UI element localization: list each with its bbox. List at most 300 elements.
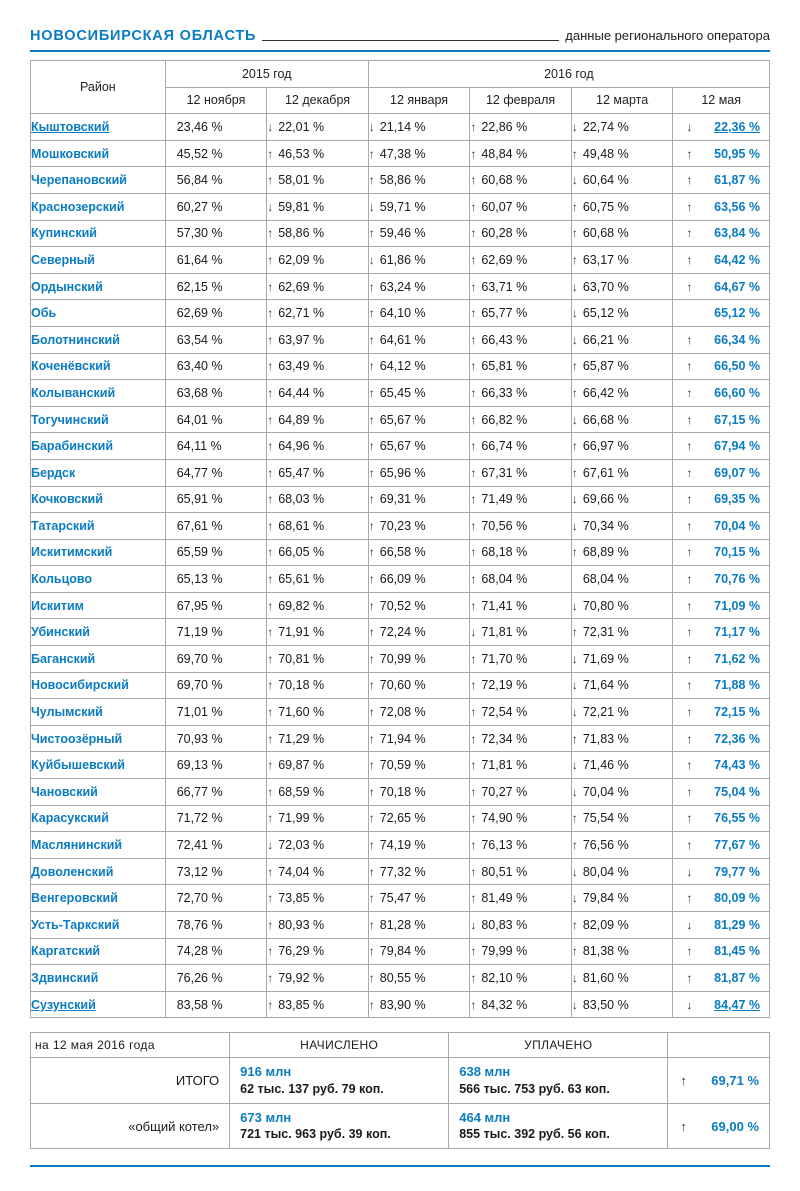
value-text: 80,04 % — [582, 864, 629, 879]
district-name — [31, 725, 166, 752]
value-cell-latest — [673, 300, 770, 327]
value-text: 70,15 % — [714, 545, 760, 560]
value-text: 64,67 % — [714, 279, 760, 294]
value-text: 66,43 % — [481, 332, 528, 347]
value-text: 72,41 % — [176, 838, 223, 853]
value-text: 69,87 % — [278, 758, 325, 773]
table-row — [31, 725, 770, 752]
value-cell — [571, 646, 673, 673]
district-name-label: Бердск — [31, 465, 76, 480]
value-cell — [470, 114, 572, 141]
value-text: 71,60 % — [278, 705, 325, 720]
value-text: 74,28 % — [176, 944, 223, 959]
value-cell — [165, 858, 267, 885]
arrow-down-icon: ↓ — [571, 306, 578, 321]
value-cell — [267, 858, 369, 885]
arrow-up-icon: ↑ — [686, 252, 693, 267]
value-cell — [368, 991, 470, 1018]
value-text: 83,50 % — [582, 997, 629, 1012]
value-text: 75,47 % — [379, 891, 426, 906]
value-cell-latest — [673, 273, 770, 300]
arrow-up-icon: ↑ — [686, 439, 693, 454]
district-name-label: Северный — [31, 252, 95, 267]
value-cell-latest — [673, 247, 770, 274]
district-name[interactable] — [31, 991, 166, 1018]
summary-col-percent — [668, 1033, 770, 1058]
value-text: 71,83 % — [582, 731, 629, 746]
table-row — [31, 991, 770, 1018]
value-text: 49,48 % — [582, 146, 629, 161]
value-cell — [571, 832, 673, 859]
summary-table — [30, 1032, 770, 1149]
value-cell — [571, 406, 673, 433]
value-text: 80,83 % — [481, 917, 528, 932]
district-name[interactable] — [31, 114, 166, 141]
value-cell — [368, 433, 470, 460]
value-cell — [267, 752, 369, 779]
value-cell — [470, 646, 572, 673]
value-text: 69,35 % — [714, 492, 760, 507]
arrow-up-icon: ↑ — [267, 412, 274, 427]
value-cell — [470, 300, 572, 327]
arrow-up-icon: ↑ — [267, 518, 274, 533]
value-text: 62,15 % — [176, 279, 223, 294]
arrow-up-icon: ↑ — [368, 864, 375, 879]
value-text: 81,60 % — [582, 970, 629, 985]
value-cell-latest — [673, 885, 770, 912]
district-name-label: Ордынский — [31, 279, 103, 294]
value-cell-latest — [673, 433, 770, 460]
value-text: 67,94 % — [714, 439, 760, 454]
column-header-date: 12 декабря — [267, 87, 369, 114]
value-cell-latest — [673, 406, 770, 433]
arrow-up-icon: ↑ — [470, 944, 477, 959]
value-text: 61,64 % — [176, 252, 223, 267]
value-cell — [470, 965, 572, 992]
value-text: 66,21 % — [582, 332, 629, 347]
value-text: 22,86 % — [481, 119, 528, 134]
district-name — [31, 566, 166, 593]
arrow-down-icon: ↓ — [267, 838, 274, 853]
value-cell — [470, 140, 572, 167]
value-text: 77,32 % — [379, 864, 426, 879]
value-cell — [267, 805, 369, 832]
district-name-label: Болотнинский — [31, 332, 120, 347]
arrow-up-icon: ↑ — [368, 784, 375, 799]
district-name — [31, 672, 166, 699]
value-cell — [368, 140, 470, 167]
value-text: 70,59 % — [379, 758, 426, 773]
value-cell — [165, 513, 267, 540]
value-cell — [165, 247, 267, 274]
arrow-up-icon: ↑ — [267, 891, 274, 906]
value-cell — [267, 167, 369, 194]
arrow-down-icon: ↓ — [571, 119, 578, 134]
column-header-date: 12 февраля — [470, 87, 572, 114]
arrow-up-icon: ↑ — [686, 811, 693, 826]
value-text: 82,10 % — [481, 970, 528, 985]
value-text: 66,58 % — [379, 545, 426, 560]
value-text: 62,69 % — [278, 279, 325, 294]
value-text: 65,12 % — [714, 306, 760, 321]
arrow-up-icon: ↑ — [368, 811, 375, 826]
value-text: 63,68 % — [176, 385, 223, 400]
arrow-up-icon: ↑ — [686, 678, 693, 693]
value-cell — [267, 991, 369, 1018]
district-name — [31, 805, 166, 832]
value-cell — [368, 885, 470, 912]
value-cell — [470, 832, 572, 859]
arrow-up-icon: ↑ — [470, 199, 477, 214]
arrow-down-icon: ↓ — [571, 997, 578, 1012]
summary-row-label: «общий котел» — [31, 1103, 230, 1148]
value-cell — [470, 699, 572, 726]
value-text: 71,17 % — [714, 625, 760, 640]
value-cell — [267, 832, 369, 859]
table-row — [31, 779, 770, 806]
district-name-label: Новосибирский — [31, 678, 129, 693]
value-text: 70,76 % — [714, 572, 760, 587]
arrow-up-icon: ↑ — [267, 625, 274, 640]
district-name — [31, 140, 166, 167]
value-text: 64,10 % — [379, 306, 426, 321]
value-text: 79,84 % — [379, 944, 426, 959]
district-name — [31, 353, 166, 380]
arrow-down-icon: ↓ — [571, 705, 578, 720]
value-text: 70,34 % — [582, 518, 629, 533]
year-header-row — [31, 61, 770, 88]
district-name — [31, 300, 166, 327]
arrow-up-icon: ↑ — [368, 173, 375, 188]
value-cell — [368, 912, 470, 939]
value-text: 72,21 % — [582, 705, 629, 720]
district-name-label: Маслянинский — [31, 838, 123, 853]
value-cell — [165, 273, 267, 300]
value-cell — [267, 885, 369, 912]
value-text: 68,04 % — [481, 572, 528, 587]
table-row — [31, 938, 770, 965]
value-text: 63,24 % — [379, 279, 426, 294]
value-cell-latest — [673, 140, 770, 167]
table-row — [31, 752, 770, 779]
arrow-up-icon: ↑ — [470, 119, 477, 134]
arrow-up-icon: ↑ — [686, 784, 693, 799]
value-cell — [470, 220, 572, 247]
value-cell — [571, 619, 673, 646]
value-text: 74,19 % — [379, 838, 426, 853]
value-text: 66,42 % — [582, 385, 629, 400]
value-text: 84,32 % — [481, 997, 528, 1012]
value-cell — [267, 725, 369, 752]
table-row — [31, 380, 770, 407]
value-cell — [165, 459, 267, 486]
table-row — [31, 672, 770, 699]
value-text: 65,67 % — [379, 439, 426, 454]
value-text: 78,76 % — [176, 917, 223, 932]
arrow-up-icon: ↑ — [470, 412, 477, 427]
value-text: 61,87 % — [714, 173, 760, 188]
value-cell — [470, 725, 572, 752]
value-cell — [267, 699, 369, 726]
value-text: 59,46 % — [379, 226, 426, 241]
value-cell — [368, 592, 470, 619]
value-text: 64,42 % — [714, 252, 760, 267]
value-cell-latest — [673, 858, 770, 885]
value-text: 75,04 % — [714, 784, 760, 799]
value-text: 56,84 % — [176, 173, 223, 188]
value-cell — [571, 380, 673, 407]
district-name-label: Искитим — [31, 598, 84, 613]
value-text: 64,61 % — [379, 332, 426, 347]
value-text: 58,86 % — [278, 226, 325, 241]
value-text: 75,54 % — [582, 811, 629, 826]
arrow-up-icon: ↑ — [267, 359, 274, 374]
value-cell — [368, 858, 470, 885]
district-name — [31, 779, 166, 806]
value-text: 83,85 % — [278, 997, 325, 1012]
value-cell — [470, 247, 572, 274]
column-header-date: 12 мая — [673, 87, 770, 114]
district-name-label: Кыштовский — [31, 119, 110, 134]
arrow-down-icon: ↓ — [470, 917, 477, 932]
value-text: 71,62 % — [714, 651, 760, 666]
summary-row — [31, 1058, 770, 1103]
value-text: 70,99 % — [379, 651, 426, 666]
arrow-up-icon: ↑ — [686, 944, 693, 959]
value-cell — [470, 912, 572, 939]
value-cell — [267, 592, 369, 619]
arrow-up-icon: ↑ — [686, 412, 693, 427]
table-row — [31, 885, 770, 912]
arrow-up-icon: ↑ — [571, 545, 578, 560]
value-cell — [368, 486, 470, 513]
value-cell — [368, 406, 470, 433]
value-cell — [571, 885, 673, 912]
value-cell — [470, 539, 572, 566]
value-cell-latest — [673, 912, 770, 939]
arrow-up-icon: ↑ — [267, 705, 274, 720]
value-text: 65,59 % — [176, 545, 223, 560]
arrow-up-icon: ↑ — [470, 864, 477, 879]
arrow-up-icon: ↑ — [267, 465, 274, 480]
arrow-up-icon: ↑ — [686, 465, 693, 480]
value-text: 58,01 % — [278, 173, 325, 188]
arrow-up-icon: ↑ — [267, 306, 274, 321]
value-text: 68,03 % — [278, 492, 325, 507]
arrow-up-icon: ↑ — [267, 997, 274, 1012]
value-text: 60,28 % — [481, 226, 528, 241]
district-name — [31, 832, 166, 859]
arrow-up-icon: ↑ — [368, 465, 375, 480]
value-text: 70,56 % — [481, 518, 528, 533]
summary-accrued-remainder: 62 тыс. 137 руб. 79 коп. — [240, 1081, 384, 1096]
value-text: 81,49 % — [481, 891, 528, 906]
summary-paid-millions: 638 млн — [459, 1064, 511, 1080]
arrow-up-icon: ↑ — [470, 146, 477, 161]
summary-col-paid: УПЛАЧЕНО — [449, 1033, 668, 1058]
value-text: 71,81 % — [481, 758, 528, 773]
summary-percent-cell — [668, 1058, 770, 1103]
arrow-up-icon: ↑ — [368, 678, 375, 693]
value-cell-latest — [673, 486, 770, 513]
arrow-up-icon: ↑ — [686, 226, 693, 241]
value-cell — [368, 300, 470, 327]
value-text: 70,04 % — [582, 784, 629, 799]
summary-section — [30, 1032, 770, 1149]
value-cell — [470, 779, 572, 806]
table-row — [31, 699, 770, 726]
value-cell — [165, 220, 267, 247]
value-cell — [470, 991, 572, 1018]
value-text: 72,24 % — [379, 625, 426, 640]
value-cell — [368, 672, 470, 699]
arrow-up-icon: ↑ — [368, 944, 375, 959]
value-cell — [165, 672, 267, 699]
district-name-label: Венгеровский — [31, 891, 118, 906]
value-cell — [571, 699, 673, 726]
value-cell — [267, 273, 369, 300]
arrow-up-icon: ↑ — [470, 572, 477, 587]
district-name-label: Карасукский — [31, 811, 109, 826]
arrow-up-icon: ↑ — [267, 598, 274, 613]
arrow-up-icon: ↑ — [267, 731, 274, 746]
arrow-up-icon: ↑ — [470, 439, 477, 454]
value-text: 70,18 % — [379, 784, 426, 799]
value-cell-latest — [673, 193, 770, 220]
arrow-up-icon: ↑ — [571, 252, 578, 267]
district-name — [31, 912, 166, 939]
value-cell — [571, 965, 673, 992]
value-text: 69,82 % — [278, 598, 325, 613]
arrow-up-icon: ↑ — [470, 811, 477, 826]
value-cell — [165, 326, 267, 353]
value-cell — [267, 433, 369, 460]
value-text: 60,68 % — [582, 226, 629, 241]
arrow-up-icon: ↑ — [571, 385, 578, 400]
district-name — [31, 247, 166, 274]
value-text: 65,96 % — [379, 465, 426, 480]
value-cell — [267, 965, 369, 992]
summary-accrued-cell — [230, 1058, 449, 1103]
value-text: 83,90 % — [379, 997, 426, 1012]
arrow-up-icon: ↑ — [686, 625, 693, 640]
value-text: 63,17 % — [582, 252, 629, 267]
value-cell — [267, 300, 369, 327]
arrow-up-icon: ↑ — [571, 359, 578, 374]
table-row — [31, 619, 770, 646]
arrow-down-icon: ↓ — [368, 199, 375, 214]
arrow-up-icon: ↑ — [470, 385, 477, 400]
table-row — [31, 326, 770, 353]
value-text: 81,87 % — [714, 970, 760, 985]
arrow-up-icon: ↑ — [470, 545, 477, 560]
value-cell — [165, 938, 267, 965]
value-cell — [165, 779, 267, 806]
value-text: 76,55 % — [714, 811, 760, 826]
value-text: 65,81 % — [481, 359, 528, 374]
table-row — [31, 566, 770, 593]
arrow-up-icon: ↑ — [368, 891, 375, 906]
value-text: 59,81 % — [278, 199, 325, 214]
value-text: 45,52 % — [176, 146, 223, 161]
value-cell — [571, 725, 673, 752]
district-name — [31, 858, 166, 885]
value-text: 63,84 % — [714, 226, 760, 241]
arrow-up-icon: ↑ — [571, 625, 578, 640]
value-cell-latest — [673, 832, 770, 859]
table-head — [31, 61, 770, 114]
arrow-up-icon: ↑ — [267, 784, 274, 799]
arrow-up-icon: ↑ — [686, 731, 693, 746]
arrow-up-icon: ↑ — [267, 572, 274, 587]
value-text: 64,01 % — [176, 412, 223, 427]
value-text: 81,45 % — [714, 944, 760, 959]
value-cell — [267, 380, 369, 407]
value-text: 71,99 % — [278, 811, 325, 826]
value-text: 71,64 % — [582, 678, 629, 693]
value-text: 72,19 % — [481, 678, 528, 693]
value-text: 76,29 % — [278, 944, 325, 959]
arrow-up-icon: ↑ — [267, 226, 274, 241]
value-cell — [267, 779, 369, 806]
value-cell — [470, 885, 572, 912]
arrow-down-icon: ↓ — [368, 119, 375, 134]
value-cell — [165, 965, 267, 992]
arrow-up-icon: ↑ — [368, 758, 375, 773]
district-name — [31, 592, 166, 619]
value-cell — [368, 459, 470, 486]
value-text: 64,12 % — [379, 359, 426, 374]
value-text: 71,46 % — [582, 758, 629, 773]
value-cell — [165, 725, 267, 752]
value-text: 72,54 % — [481, 705, 528, 720]
page-header — [30, 26, 770, 50]
top-divider — [30, 50, 770, 52]
arrow-down-icon: ↓ — [571, 864, 578, 879]
value-text: 70,23 % — [379, 518, 426, 533]
district-name-label: Чулымский — [31, 705, 103, 720]
table-row — [31, 513, 770, 540]
value-text: 66,09 % — [379, 572, 426, 587]
arrow-up-icon: ↑ — [368, 359, 375, 374]
value-cell — [165, 380, 267, 407]
value-text: 79,92 % — [278, 970, 325, 985]
arrow-up-icon: ↑ — [368, 226, 375, 241]
value-cell — [267, 459, 369, 486]
arrow-up-icon: ↑ — [686, 518, 693, 533]
value-text: 68,59 % — [278, 784, 325, 799]
value-text: 80,55 % — [379, 970, 426, 985]
value-text: 80,09 % — [714, 891, 760, 906]
district-name-label: Каргатский — [31, 944, 101, 959]
value-text: 72,08 % — [379, 705, 426, 720]
value-cell-latest — [673, 459, 770, 486]
district-name — [31, 513, 166, 540]
district-name-label: Доволенский — [31, 864, 114, 879]
arrow-up-icon: ↑ — [470, 838, 477, 853]
arrow-down-icon: ↓ — [571, 412, 578, 427]
arrow-up-icon: ↑ — [368, 970, 375, 985]
year-group-2016: 2016 год — [368, 61, 769, 88]
value-text: 60,07 % — [481, 199, 528, 214]
value-text: 59,71 % — [379, 199, 426, 214]
value-text: 71,41 % — [481, 598, 528, 613]
value-cell — [571, 566, 673, 593]
arrow-up-icon: ↑ — [470, 226, 477, 241]
value-text: 47,38 % — [379, 146, 426, 161]
value-cell — [165, 193, 267, 220]
summary-accrued-millions: 916 млн — [240, 1064, 292, 1080]
